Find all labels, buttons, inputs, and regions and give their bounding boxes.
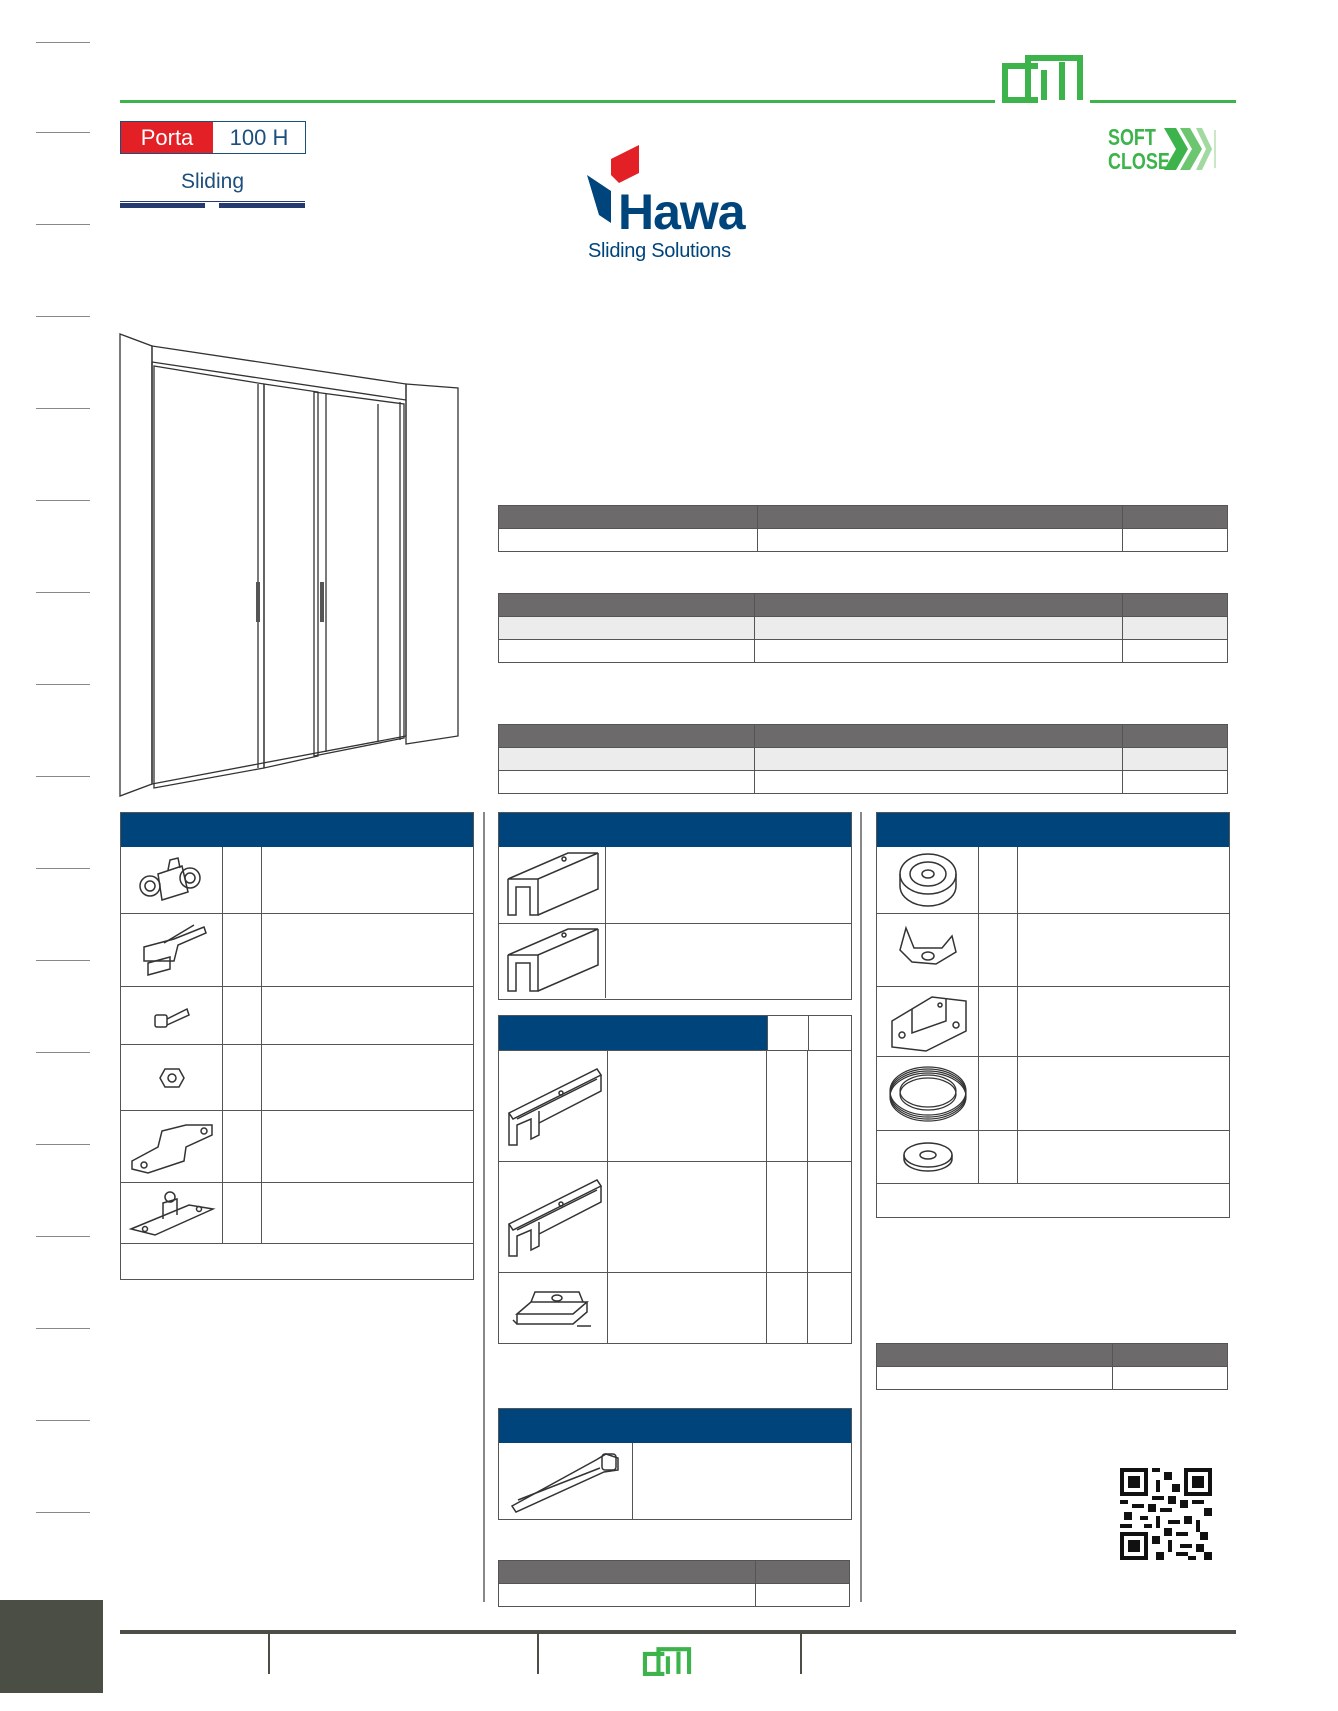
product-badge (120, 121, 306, 154)
column-divider (860, 812, 862, 1602)
margin-rule (36, 132, 90, 133)
mounting-bracket-icon (886, 991, 970, 1053)
margin-rule (36, 408, 90, 409)
category-underline (120, 203, 205, 208)
header-rule (1090, 100, 1236, 103)
door-handle (256, 582, 260, 622)
header-rule (120, 100, 995, 103)
brand-label: Porta (121, 122, 213, 153)
door-handle (320, 582, 324, 622)
margin-rule (36, 1052, 90, 1053)
margin-rule (36, 960, 90, 961)
margin-rule (36, 500, 90, 501)
panel-header (499, 813, 851, 847)
margin-rule (36, 42, 90, 43)
panel-footer-row (121, 1243, 473, 1279)
part-image (121, 847, 223, 913)
page-tab-block (0, 1600, 103, 1693)
cable-coil-icon (885, 1061, 971, 1127)
rail-profile-icon (501, 1172, 605, 1262)
clip-tool-icon (506, 1446, 626, 1516)
part-row (121, 1110, 473, 1182)
category-underline-thin (120, 201, 305, 202)
category-label: Sliding (180, 170, 245, 193)
margin-rule (36, 776, 90, 777)
parts-panel-1 (120, 812, 474, 1280)
footer-divider (537, 1634, 539, 1674)
soft-close-line2: CLOSE (1108, 148, 1170, 174)
footer-divider (800, 1634, 802, 1674)
margin-rule (36, 592, 90, 593)
column-divider (483, 812, 485, 1602)
washer-icon (898, 1139, 958, 1175)
footer-divider (268, 1634, 270, 1674)
bolt-icon (147, 999, 197, 1033)
chevrons-icon (1162, 126, 1218, 172)
margin-rule (36, 224, 90, 225)
margin-rule (36, 868, 90, 869)
sliding-door-illustration-icon (118, 332, 460, 798)
margin-rule (36, 1420, 90, 1421)
margin-rule (36, 1144, 90, 1145)
parts-panel-tool (498, 1408, 852, 1520)
panel-header (877, 813, 1229, 847)
category-underline (219, 203, 305, 208)
margin-rule (36, 684, 90, 685)
track-profile-icon (502, 925, 602, 997)
spec-table-1 (498, 505, 1228, 552)
part-row (121, 1044, 473, 1110)
soft-close-logo (1108, 126, 1218, 176)
guide-block-icon (511, 1280, 595, 1336)
clip-bracket-icon (896, 922, 960, 978)
margin-rule (36, 1512, 90, 1513)
nut-icon (157, 1063, 187, 1093)
panel-header (121, 813, 473, 847)
margin-rule (36, 1236, 90, 1237)
hawa-logo (585, 145, 775, 265)
pulley-wheel-icon (893, 850, 963, 910)
part-row (121, 986, 473, 1044)
parts-panel-rail (498, 1015, 852, 1344)
spec-table-3 (498, 724, 1228, 794)
panel-header (499, 1016, 767, 1050)
hawa-tagline: Sliding Solutions (588, 240, 731, 262)
parts-panel-track (498, 812, 852, 1000)
stopper-icon (134, 921, 210, 979)
margin-rule (36, 1328, 90, 1329)
part-row (121, 1182, 473, 1243)
cm-logo-icon (642, 1644, 692, 1678)
parts-panel-3 (876, 812, 1230, 1218)
spec-table-2 (498, 593, 1228, 663)
floor-guide-plate-icon (127, 1185, 217, 1241)
qr-code-icon[interactable] (1120, 1468, 1212, 1560)
footer-rule (120, 1630, 1236, 1634)
part-row (121, 847, 473, 913)
bracket-icon (128, 1117, 216, 1177)
rail-profile-icon (501, 1061, 605, 1151)
hawa-name: Hawa (618, 184, 745, 240)
margin-rule (36, 316, 90, 317)
part-row (121, 913, 473, 986)
panel-header (499, 1409, 851, 1443)
soft-close-line1: SOFT (1108, 124, 1156, 150)
model-label: 100 H (229, 124, 289, 150)
track-profile-icon (502, 849, 602, 921)
spec-table-5 (876, 1343, 1228, 1390)
spec-table-4 (498, 1560, 850, 1607)
trolley-icon (132, 852, 212, 908)
cm-logo-icon (1000, 50, 1085, 106)
